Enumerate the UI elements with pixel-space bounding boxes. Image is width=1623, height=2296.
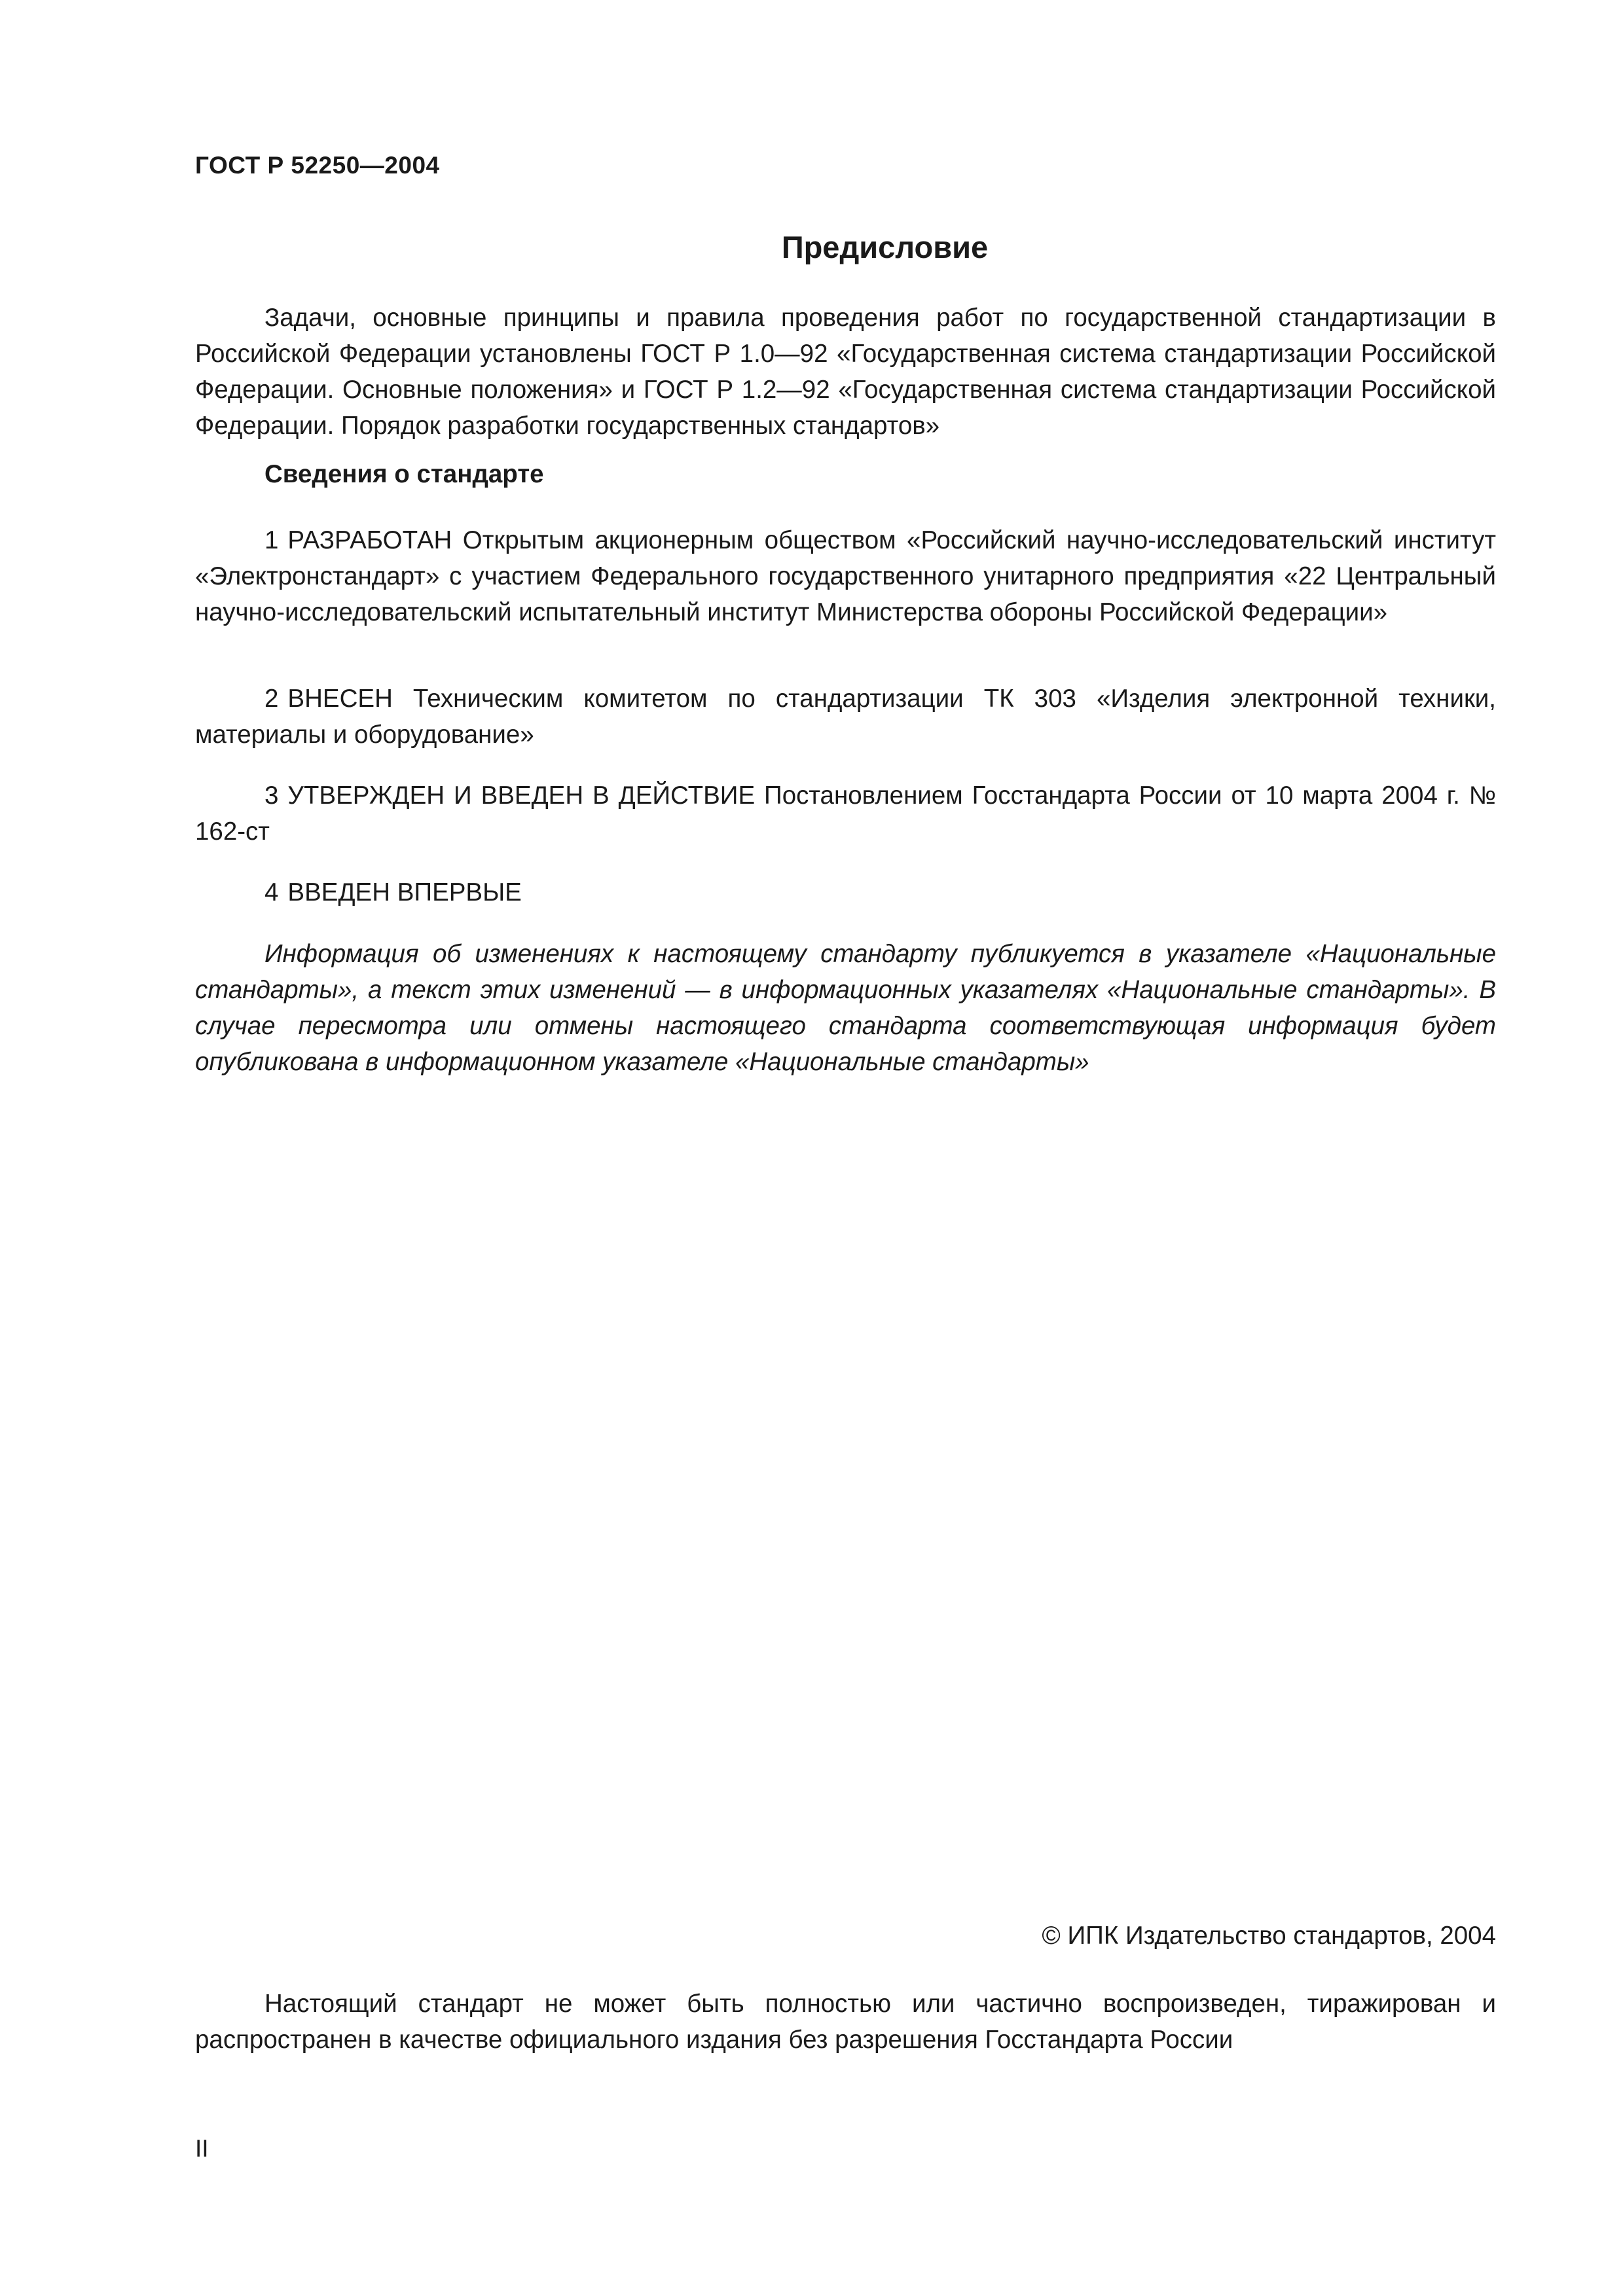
item-number: 4 — [264, 878, 279, 906]
list-item — [195, 874, 1496, 910]
item-text: ВНЕСЕН Техническим комитетом по стандартизации ТК 303 «Изделия электронной техники, материалы и оборудование» — [195, 685, 1496, 749]
page-title: Предисловие — [781, 230, 989, 264]
item-text: УТВЕРЖДЕН И ВВЕДЕН В ДЕЙСТВИЕ Постановлением Госстандарта России от 10 марта 2004 г. № 162-ст — [195, 781, 1496, 846]
reproduction-notice: Настоящий стандарт не может быть полностью или частично воспроизведен, тиражирован и распространен в качестве официального издания без разрешения Госстандарта России — [195, 1990, 1496, 2054]
section-heading: Сведения о стандарте — [264, 460, 544, 488]
list-item — [195, 681, 1496, 753]
item-number: 3 — [264, 781, 279, 810]
intro-paragraph: Задачи, основные принципы и правила проведения работ по государственной стандартизации в Российской Федерации установлены ГОСТ Р 1.0—92 «Государственная система стандартизации Российской Федерации. Основные положения» и ГОСТ Р 1.2—92 «Государственная система стандартизации Российской Федерации. Порядок разработки государственных стандартов» — [195, 304, 1496, 440]
item-text: ВВЕДЕН ВПЕРВЫЕ — [287, 878, 522, 906]
list-item — [195, 778, 1496, 850]
copyright-notice: © ИПК Издательство стандартов, 2004 — [1042, 1922, 1496, 1950]
notice-paragraph: Информация об изменениях к настоящему стандарту публикуется в указателе «Национальные стандарты», а текст этих изменений — в информационных указателях «Национальные стандарты». В случае пересмотра или отмены настоящего стандарта соответствующая информация будет опубликована в информационном указателе «Национальные стандарты» — [195, 940, 1496, 1076]
item-text: РАЗРАБОТАН Открытым акционерным обществом «Российский научно-исследовательский институт «Электронстандарт» с участием Федерального государственного унитарного предприятия «22 Центральный научно-исследовательский испытательный институт Министерства обороны Российской Федерации» — [195, 526, 1496, 626]
list-item — [195, 522, 1496, 630]
page-number: II — [195, 2135, 209, 2162]
item-number: 1 — [264, 526, 279, 554]
document-code: ГОСТ Р 52250—2004 — [195, 152, 440, 179]
item-number: 2 — [264, 685, 279, 713]
